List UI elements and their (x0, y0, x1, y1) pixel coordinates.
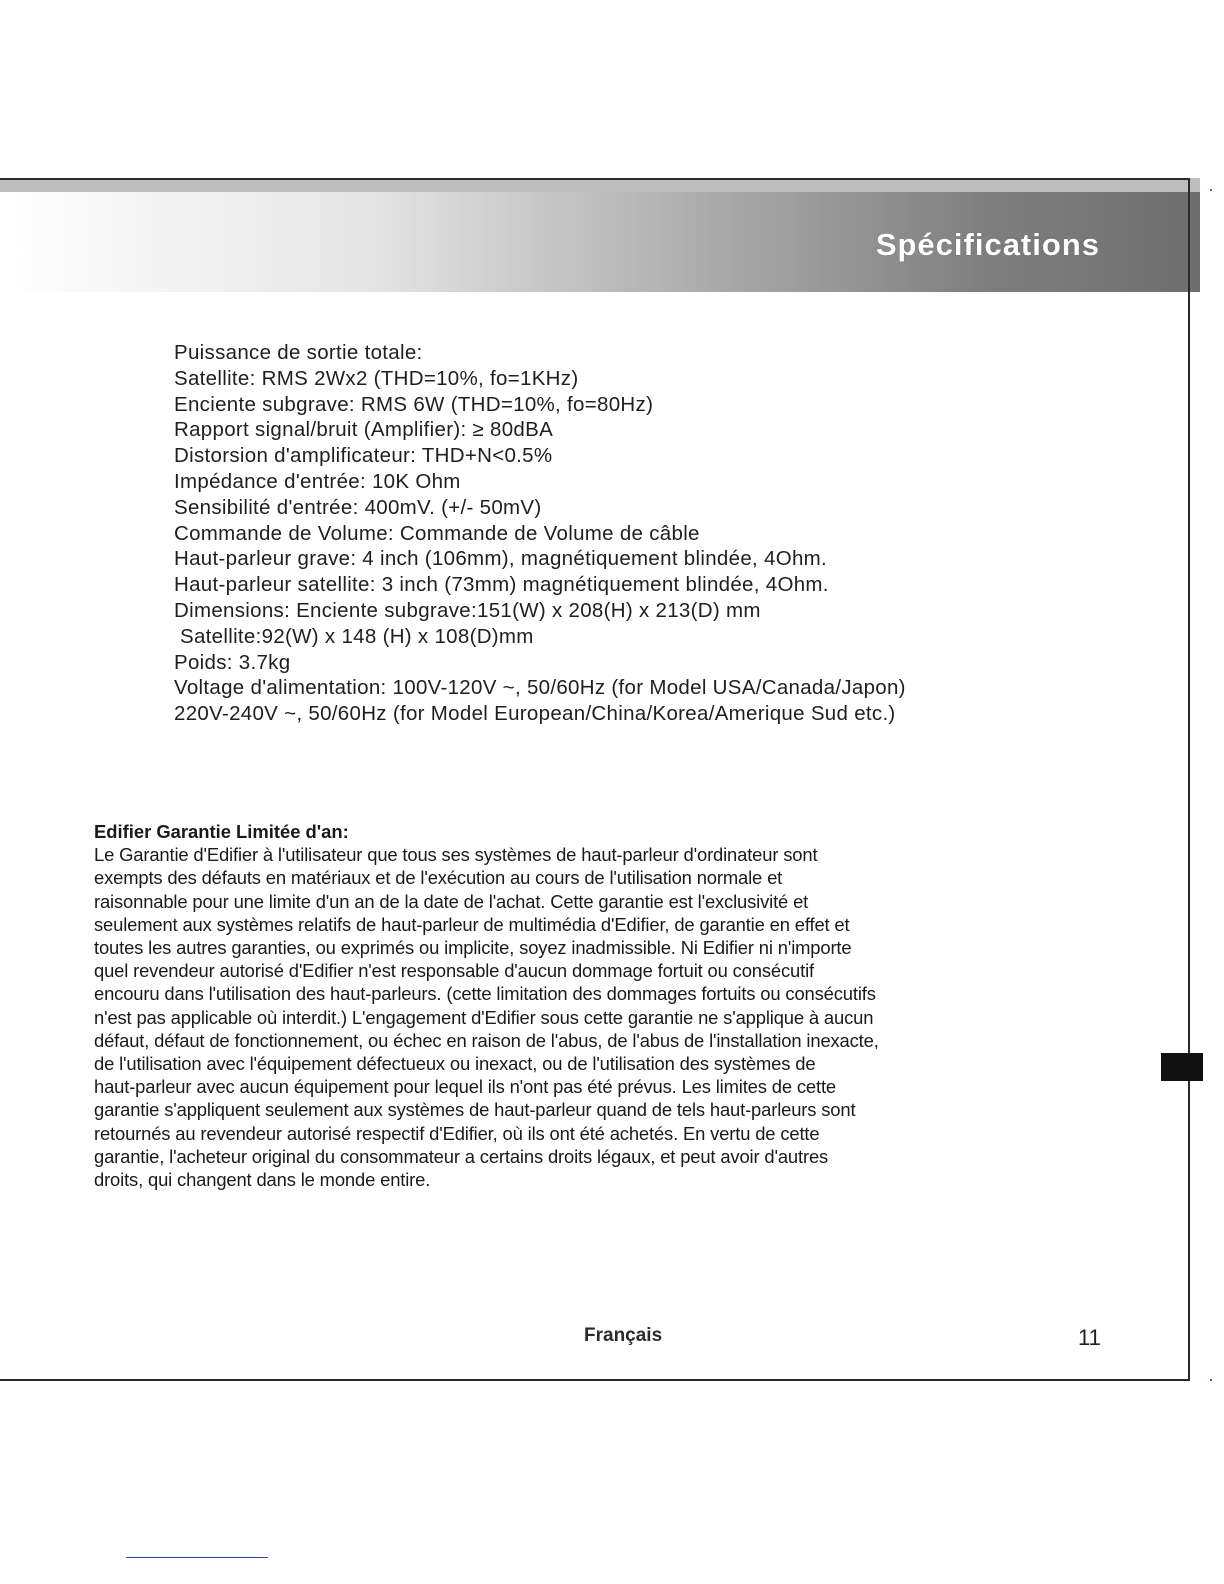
spec-line: Satellite:92(W) x 148 (H) x 108(D)mm (180, 624, 534, 648)
spec-line: Distorsion d'amplificateur: THD+N<0.5% (174, 444, 553, 468)
spec-line: Haut-parleur grave: 4 inch (106mm), magnétiquement blindée, 4Ohm. (174, 547, 828, 571)
warranty-line: garantie s'appliquent seulement aux systèmes de haut-parleur quand de tels haut-parleurs sont (94, 1099, 856, 1121)
spec-line: Haut-parleur satellite: 3 inch (73mm) magnétiquement blindée, 4Ohm. (174, 573, 829, 597)
spec-line: Enciente subgrave: RMS 6W (THD=10%, fo=80Hz) (174, 392, 654, 416)
spec-line: Puissance de sortie totale: (174, 341, 423, 364)
warranty-line: Le Garantie d'Edifier à l'utilisateur que tous ses systèmes de haut-parleur d'ordinateur sont (94, 844, 818, 866)
warranty-line: retournés au revendeur autorisé respectif d'Edifier, où ils ont été achetés. En vertu de cette (94, 1122, 820, 1144)
footer-underline (126, 1557, 268, 1558)
section-tab-marker (1161, 1053, 1203, 1081)
warranty-line: de l'utilisation avec l'équipement défectueux ou inexact, ou de l'utilisation des systèmes de (94, 1053, 816, 1075)
warranty-title: Edifier Garantie Limitée d'an: (94, 821, 349, 842)
spec-line: Dimensions: Enciente subgrave:151(W) x 208(H) x 213(D) mm (174, 598, 761, 622)
spec-line: Sensibilité d'entrée: 400mV. (+/- 50mV) (174, 495, 542, 519)
spec-line: Impédance d'entrée: 10K Ohm (174, 469, 461, 493)
warranty-line: exempts des défauts en matériaux et de l'exécution au cours de l'utilisation normale et (94, 867, 783, 889)
spec-line: Poids: 3.7kg (174, 650, 291, 674)
spec-line: Voltage d'alimentation: 100V-120V ~, 50/60Hz (for Model USA/Canada/Japon) (174, 676, 906, 700)
warranty-line: n'est pas applicable où interdit.) L'engagement d'Edifier sous cette garantie ne s'applique à aucun (94, 1006, 874, 1028)
crop-mark (1210, 189, 1212, 191)
warranty-line: seulement aux systèmes relatifs de haut-parleur de multimédia d'Edifier, de garantie en effet et (94, 913, 850, 935)
spec-line: Satellite: RMS 2Wx2 (THD=10%, fo=1KHz) (174, 366, 579, 390)
spec-line: Commande de Volume: Commande de Volume de câble (174, 521, 700, 545)
warranty-line: quel revendeur autorisé d'Edifier n'est responsable d'aucun dommage fortuit ou consécutif (94, 960, 814, 982)
page-title: Spécifications (875, 227, 1100, 262)
warranty-line: haut-parleur avec aucun équipement pour lequel ils n'ont pas été prévus. Les limites de cette (94, 1076, 836, 1098)
footer-language: Français (584, 1325, 663, 1346)
spec-line: Rapport signal/bruit (Amplifier): ≥ 80dBA (174, 418, 554, 442)
warranty-line: défaut, défaut de fonctionnement, ou échec en raison de l'abus, de l'abus de l'installation inexacte, (94, 1029, 879, 1051)
page-number: 11 (1078, 1325, 1101, 1350)
warranty-line: garantie, l'acheteur original du consommateur a certains droits légaux, et peut avoir d'autres (94, 1145, 829, 1167)
warranty-line: encouru dans l'utilisation des haut-parleurs. (cette limitation des dommages fortuits ou consécutifs (94, 983, 876, 1005)
warranty-line: droits, qui changent dans le monde entire. (94, 1169, 431, 1191)
warranty-line: raisonnable pour une limite d'un an de la date de l'achat. Cette garantie est l'exclusivité et (94, 890, 809, 912)
specifications-list (174, 340, 1114, 727)
warranty-line: toutes les autres garanties, ou exprimés ou implicite, soyez inadmissible. Ni Edifier ni n'importe (94, 937, 852, 959)
spec-line: 220V-240V ~, 50/60Hz (for Model European/China/Korea/Amerique Sud etc.) (174, 702, 896, 726)
warranty-section (94, 820, 1106, 1191)
crop-mark (1210, 1379, 1212, 1381)
